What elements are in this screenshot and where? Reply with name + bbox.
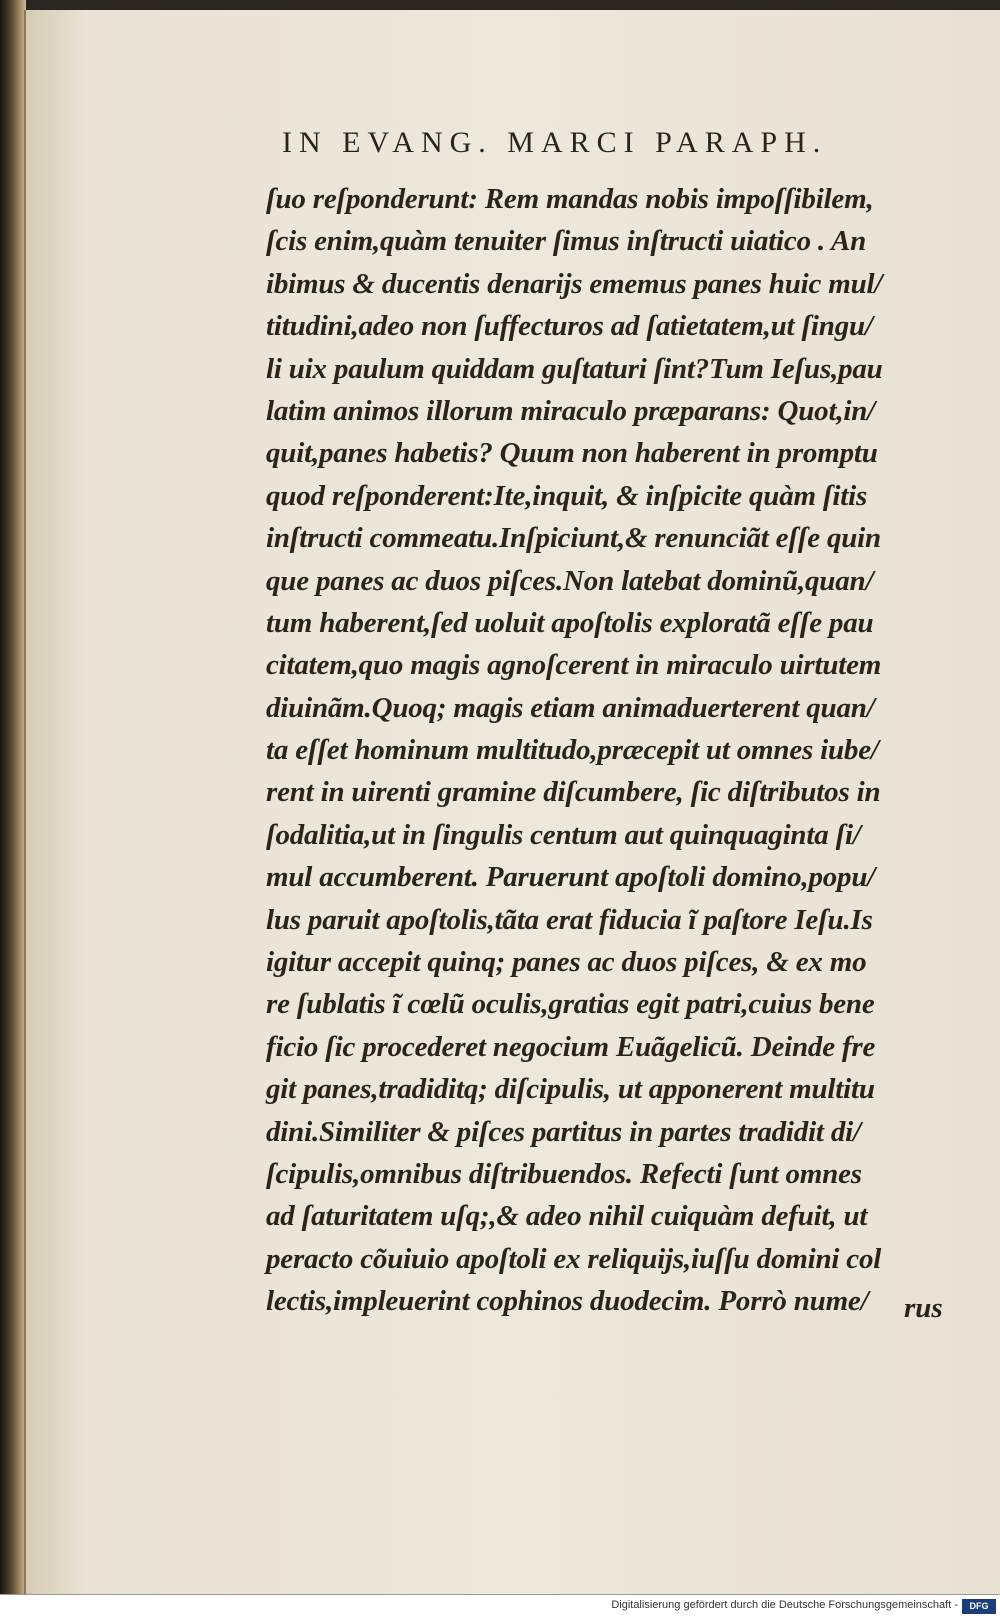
book-spine-edge	[0, 0, 26, 1594]
text-line: lus paruit apoſtolis,tãta erat fiducia ĩ paſtore Ieſu.Is	[266, 903, 873, 936]
text-line: li uix paulum quiddam guſtaturi ſint?Tum Ieſus,pau	[266, 352, 883, 385]
text-line: quit,panes habetis? Quum non haberent in promptu	[266, 437, 878, 470]
running-header: IN EVANG. MARCI PARAPH.	[282, 126, 828, 159]
text-line: inſtructi commeatu.Inſpiciunt,& renunciãt eſſe quin	[266, 522, 881, 555]
text-line: que panes ac duos piſces.Non latebat dominũ,quan/	[266, 564, 874, 597]
text-line: diuinãm.Quoq; magis etiam animaduerterent quan/	[266, 691, 875, 724]
text-line: quod reſponderent:Ite,inquit, & inſpicite quàm ſitis	[266, 479, 868, 512]
text-line: igitur accepit quinq; panes ac duos piſces, & ex mo	[266, 946, 867, 979]
funding-notice: Digitalisierung gefördert durch die Deutsche Forschungsgemeinschaft -	[611, 1599, 958, 1611]
text-line: re ſublatis ĩ cœlũ oculis,gratias egit patri,cuius bene	[266, 988, 875, 1021]
main-text-block	[266, 178, 966, 1323]
text-line: citatem,quo magis agnoſcerent in miraculo uirtutem	[266, 649, 882, 682]
dfg-logo[interactable]: DFG	[962, 1599, 996, 1614]
text-line: ibimus & ducentis denarijs ememus panes huic mul/	[266, 267, 883, 300]
text-line: ta eſſet hominum multitudo,præcepit ut omnes iube/	[266, 734, 879, 767]
text-line: ſcipulis,omnibus diſtribuendos. Refecti ſunt omnes	[266, 1157, 862, 1190]
text-line: git panes,tradiditq; diſcipulis, ut apponerent multitu	[266, 1073, 875, 1106]
text-line: titudini,adeo non ſuffecturos ad ſatietatem,ut ſingu/	[266, 310, 873, 343]
text-line: lectis,impleuerint cophinos duodecim. Porrò nume/	[266, 1285, 869, 1318]
text-line: ad ſaturitatem uſq;,& adeo nihil cuiquàm defuit, ut	[266, 1200, 868, 1233]
text-line: ſodalitia,ut in ſingulis centum aut quinquaginta ſi/	[266, 818, 861, 851]
digitization-footer	[0, 1594, 1000, 1619]
catchword: rus	[904, 1292, 943, 1324]
text-line: mul accumberent. Paruerunt apoſtoli domino,popu/	[266, 861, 876, 894]
text-line: dini.Similiter & piſces partitus in partes tradidit di/	[266, 1115, 861, 1148]
text-line: ſuo reſponderunt: Rem mandas nobis impoſſibilem,	[266, 183, 874, 215]
text-line: latim animos illorum miraculo præparans: Quot,in/	[266, 394, 876, 427]
text-line: peracto cõuiuio apoſtoli ex reliquijs,iuſſu domini col	[266, 1242, 882, 1275]
text-line: ſcis enim,quàm tenuiter ſimus inſtructi uiatico . An	[266, 225, 867, 258]
text-line: rent in uirenti gramine diſcumbere, ſic diſtributos in	[266, 776, 881, 809]
text-line: tum haberent,ſed uoluit apoſtolis exploratã eſſe pau	[266, 606, 874, 639]
text-line: ficio ſic procederet negocium Euãgelicũ. Deinde fre	[266, 1030, 876, 1063]
